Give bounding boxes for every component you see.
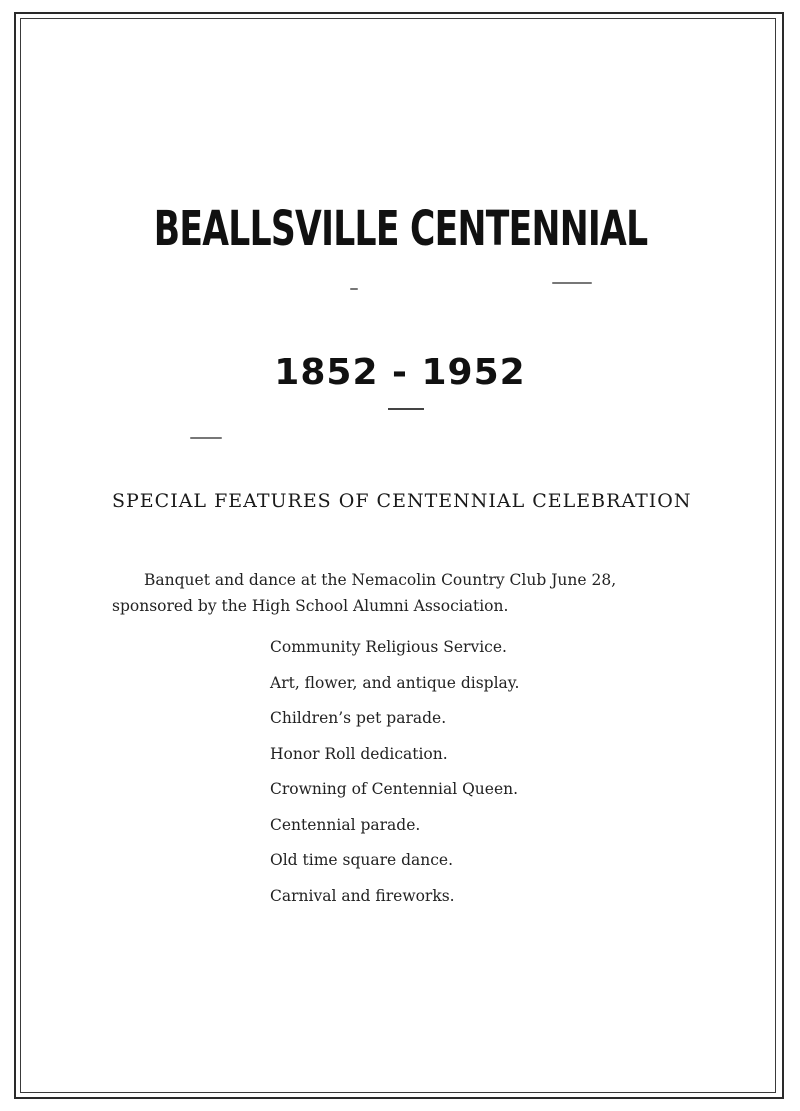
print-speck	[350, 288, 358, 290]
document-title: BEALLSVILLE CENTENNIAL	[153, 201, 648, 257]
feature-item: Art, flower, and antique display.	[270, 673, 520, 692]
feature-item: Old time square dance.	[270, 851, 454, 869]
feature-item: Carnival and fireworks.	[270, 886, 455, 905]
feature-item: Centennial parade.	[270, 815, 421, 834]
intro-paragraph: Banquet and dance at the Nemacolin Country Club June 28, sponsored by the High School Alumni Association.	[112, 571, 617, 615]
feature-item: Honor Roll dedication.	[270, 744, 448, 763]
centennial-years: 1852 - 1952	[274, 352, 526, 393]
print-speck	[190, 437, 222, 439]
page-border-inner	[20, 18, 776, 1093]
features-heading: SPECIAL FEATURES OF CENTENNIAL CELEBRATION	[112, 490, 692, 512]
feature-list	[270, 630, 519, 914]
feature-item: Children’s pet parade.	[270, 709, 447, 727]
feature-item: Community Religious Service.	[270, 638, 507, 656]
years-underline	[388, 408, 424, 410]
feature-item: Crowning of Centennial Queen.	[270, 780, 519, 798]
print-speck	[552, 282, 592, 284]
